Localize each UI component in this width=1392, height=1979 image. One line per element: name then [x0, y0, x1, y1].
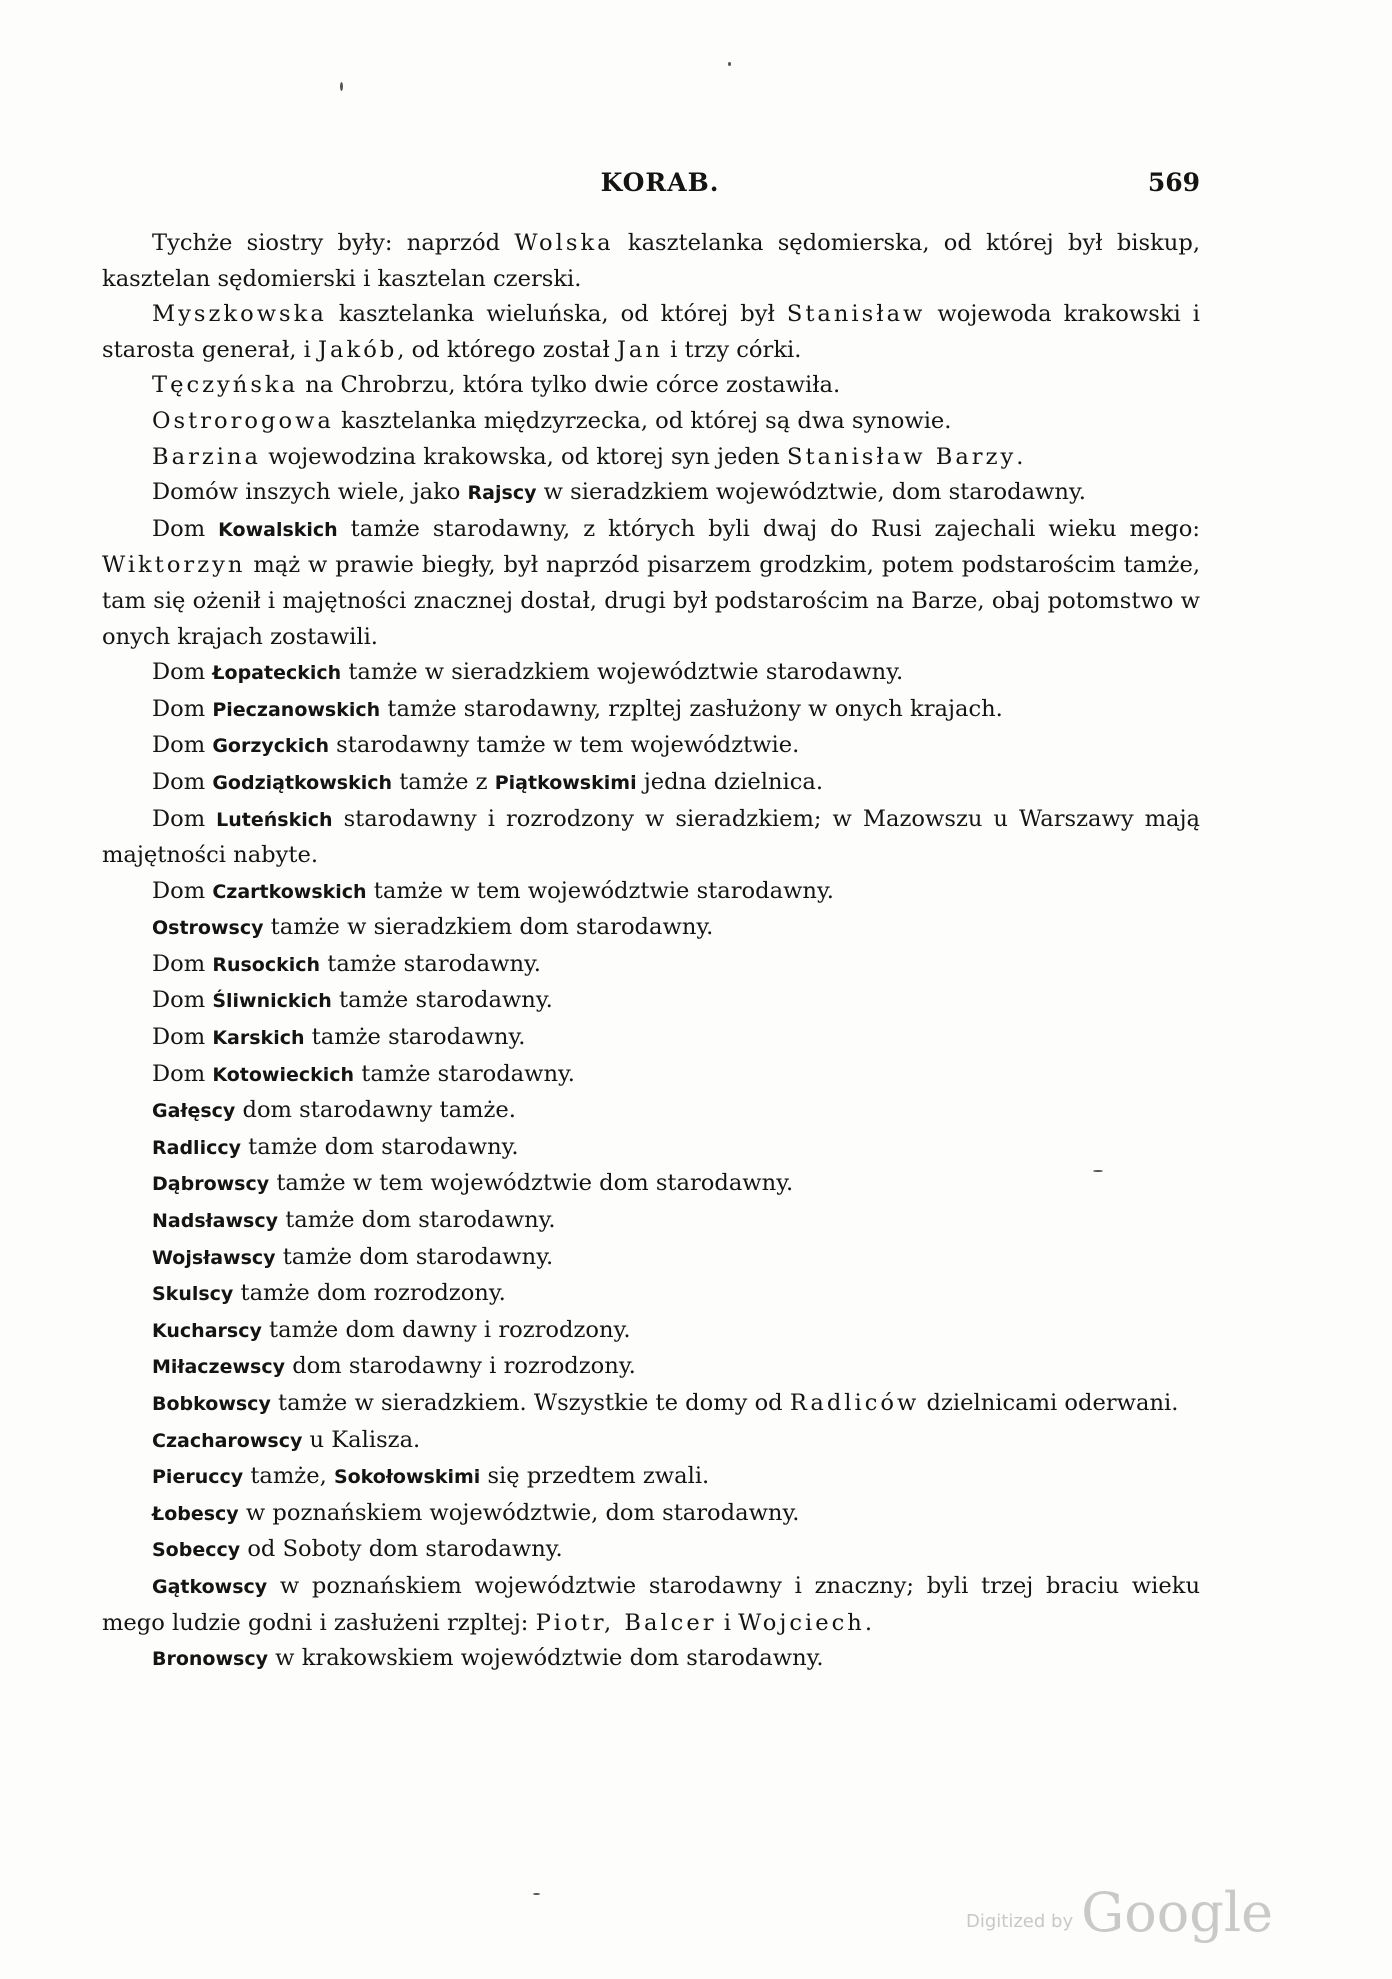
paragraph: [102, 1459, 1200, 1496]
bold-name: Łobescy: [152, 1502, 239, 1525]
bold-name: Bronowscy: [152, 1648, 268, 1671]
text-run: .: [864, 1609, 873, 1636]
bold-name: Bobkowscy: [152, 1393, 271, 1415]
text-run: Dom: [152, 515, 219, 542]
bold-name: Ostrowscy: [152, 917, 264, 940]
bold-name: Karskich: [212, 1027, 305, 1050]
paragraph: [102, 983, 1200, 1020]
running-head: [120, 168, 1200, 208]
text-run: , od którego został: [397, 336, 617, 363]
paragraph: [102, 947, 1200, 984]
text-run: Dom: [152, 1060, 213, 1087]
text-run: wojewodzina krakowska, od ktorej syn jeden: [261, 443, 787, 470]
text-run: jedna dzielnica.: [636, 768, 824, 795]
paragraph: [102, 1130, 1200, 1167]
paragraph: [102, 1057, 1200, 1094]
scan-speck: [728, 62, 731, 66]
text-run: Tychże siostry były: naprzód: [152, 230, 515, 256]
text-run: tamże starodawny.: [331, 987, 553, 1014]
text-run: tamże dom rozrodzony.: [233, 1280, 506, 1307]
bold-name: Rajscy: [467, 482, 537, 505]
paragraph: [102, 1423, 1200, 1460]
text-run: tamże starodawny.: [320, 950, 541, 977]
paragraph: [102, 1276, 1200, 1313]
bold-name: Gałęscy: [152, 1100, 236, 1123]
text-run: kasztelanka sędomierska, od której był biskup, kasztelan sędomierski i kasztelan czerski.: [102, 230, 1200, 292]
text-run: tamże starodawny, z których byli dwaj do Rusi zajechali wieku mego:: [337, 515, 1200, 542]
bold-name: Radliccy: [152, 1136, 241, 1159]
text-run: tamże dom dawny i rozrodzony.: [261, 1316, 631, 1343]
text-run: Dom: [152, 768, 213, 795]
text-run: Dom: [152, 732, 213, 759]
paragraph: [102, 910, 1200, 947]
spaced-name: Piotr, Balcer: [535, 1609, 717, 1636]
bold-name: Pieczanowskich: [212, 698, 381, 721]
scan-speck: [340, 82, 343, 91]
paragraph: [102, 1386, 1200, 1423]
text-run: wojewoda krakowski i starosta generał, i: [102, 301, 1200, 363]
paragraph: [102, 1203, 1200, 1240]
paragraph: [102, 692, 1200, 729]
text-run: .: [1016, 443, 1024, 470]
spaced-name: Myszkowska: [152, 301, 327, 328]
text-run: Dom: [152, 987, 213, 1014]
text-run: w sieradzkiem województwie, dom starodawny.: [536, 479, 1086, 506]
paragraph: [102, 728, 1200, 765]
spaced-name: Jakób: [318, 336, 398, 363]
bold-name: Nadsławscy: [152, 1210, 279, 1233]
text-run: tamże dom starodawny.: [241, 1133, 519, 1160]
text-run: tamże starodawny.: [354, 1060, 575, 1087]
paragraph: [102, 368, 1200, 404]
paragraph: [102, 1349, 1200, 1386]
text-run: tamże w tem województwie dom starodawny.: [269, 1170, 794, 1197]
paragraph: [102, 440, 1200, 476]
text-run: na Chrobrzu, która tylko dwie córce zostawiła.: [298, 372, 841, 399]
text-run: mąż w prawie biegły, był naprzód pisarzem grodzkim, potem podstarościm tamże, tam się ożenił i majętności znacznej dostał, drugi był podstarościm na Barze, obaj potomstwo w onych krajach zostawili.: [102, 552, 1200, 650]
bold-name: Wojsławscy: [152, 1246, 276, 1269]
paragraph: [102, 404, 1200, 440]
text-run: Dom: [152, 659, 213, 686]
spaced-name: Wiktorzyn: [102, 552, 246, 579]
spaced-name: Stanisław: [786, 301, 926, 328]
digitized-watermark: [966, 1880, 1274, 1944]
spaced-name: Wojciech: [738, 1609, 865, 1636]
text-run: w krakowskiem województwie dom starodawny.: [268, 1645, 824, 1672]
spaced-name: Jan: [616, 336, 663, 363]
bold-name: Śliwnickich: [212, 990, 332, 1013]
bold-name: Gorzyckich: [212, 735, 329, 758]
paragraph: [102, 512, 1200, 655]
bold-name: Piątkowskimi: [494, 771, 637, 794]
bold-name: Gątkowscy: [152, 1575, 268, 1598]
bold-name: Pieruccy: [152, 1466, 244, 1489]
text-run: Dom: [152, 805, 217, 832]
body-text: [102, 226, 1200, 1678]
scan-speck: [1093, 1170, 1103, 1172]
text-run: tamże starodawny, rzpltej zasłużony w onych krajach.: [380, 695, 1003, 722]
text-run: w poznańskiem województwie, dom starodawny.: [238, 1499, 800, 1526]
text-run: kasztelanka wieluńska, od której był: [326, 301, 787, 328]
text-run: tamże starodawny.: [304, 1024, 526, 1051]
bold-name: Godziątkowskich: [212, 771, 393, 794]
bold-name: Kowalskich: [218, 518, 338, 541]
text-run: i trzy córki.: [662, 336, 802, 363]
paragraph: [102, 1569, 1200, 1641]
text-run: starodawny tamże w tem województwie.: [329, 732, 800, 759]
bold-name: Miłaczewscy: [152, 1356, 286, 1379]
bold-name: Rusockich: [212, 953, 321, 976]
text-run: Dom: [152, 1024, 213, 1051]
paragraph: [102, 1313, 1200, 1350]
text-run: od Soboty dom starodawny.: [240, 1536, 563, 1563]
page-number: 569: [1147, 168, 1200, 197]
digitized-label: Digitized by: [966, 1911, 1074, 1932]
spaced-name: Ostrorogowa: [152, 407, 334, 434]
bold-name: Kucharscy: [152, 1319, 262, 1342]
text-run: Dom: [152, 877, 213, 904]
spaced-name: Stanisław Barzy: [787, 443, 1017, 470]
paragraph: [102, 765, 1200, 802]
bold-name: Skulscy: [152, 1283, 234, 1306]
text-run: w poznańskiem województwie starodawny i znaczny; byli trzej braciu wieku mego ludzie godni i zasłużeni rzpltej:: [102, 1572, 1200, 1636]
text-run: Dom: [152, 695, 213, 722]
text-run: starodawny i rozrodzony w sieradzkiem; w Mazowszu u Warszawy mają majętności nabyte.: [102, 805, 1200, 869]
scan-speck: [533, 1893, 540, 1895]
text-run: dom starodawny i rozrodzony.: [285, 1353, 636, 1380]
paragraph: [102, 1020, 1200, 1057]
bold-name: Czacharowscy: [152, 1429, 303, 1452]
text-run: dom starodawny tamże.: [235, 1097, 516, 1124]
bold-name: Dąbrowscy: [152, 1173, 270, 1196]
running-title: KORAB.: [600, 168, 720, 197]
paragraph: [102, 655, 1200, 692]
text-run: Domów inszych wiele, jako: [152, 479, 468, 506]
spaced-name: Wolska: [514, 230, 614, 256]
paragraph: [102, 1496, 1200, 1533]
text-run: dzielnicami oderwani.: [919, 1390, 1179, 1416]
text-run: Dom: [152, 950, 213, 977]
text-run: się przedtem zwali.: [480, 1463, 710, 1490]
paragraph: [102, 802, 1200, 874]
bold-name: Sokołowskimi: [333, 1466, 481, 1489]
text-run: u Kalisza.: [302, 1426, 421, 1453]
text-run: tamże w sieradzkiem województwie starodawny.: [341, 659, 904, 686]
paragraph: [102, 1532, 1200, 1569]
text-run: tamże z: [392, 768, 495, 795]
bold-name: Czartkowskich: [212, 880, 367, 903]
google-logo: Google: [1081, 1881, 1274, 1944]
text-run: kasztelanka międzyrzecka, od której są dwa synowie.: [333, 407, 952, 434]
paragraph: [102, 297, 1200, 368]
bold-name: Łopateckich: [212, 662, 342, 685]
spaced-name: Barzina: [152, 443, 262, 470]
text-run: tamże dom starodawny.: [278, 1207, 556, 1234]
bold-name: Sobeccy: [152, 1539, 241, 1562]
paragraph: [102, 475, 1200, 512]
paragraph: [102, 1093, 1200, 1130]
spaced-name: Radliców: [789, 1390, 920, 1416]
text-run: tamże dom starodawny.: [275, 1243, 554, 1270]
text-run: i: [716, 1609, 739, 1636]
text-run: tamże w sieradzkiem dom starodawny.: [263, 914, 714, 941]
text-run: tamże w sieradzkiem. Wszystkie te domy od: [270, 1390, 790, 1416]
text-run: tamże w tem województwie starodawny.: [366, 877, 834, 904]
paragraph: [102, 226, 1200, 297]
spaced-name: Tęczyńska: [152, 372, 299, 399]
paragraph: [102, 874, 1200, 911]
paragraph: [102, 1166, 1200, 1203]
bold-name: Luteńskich: [216, 808, 333, 831]
paragraph: [102, 1641, 1200, 1678]
paragraph: [102, 1240, 1200, 1277]
bold-name: Kotowieckich: [212, 1063, 355, 1086]
text-run: tamże,: [243, 1463, 334, 1490]
